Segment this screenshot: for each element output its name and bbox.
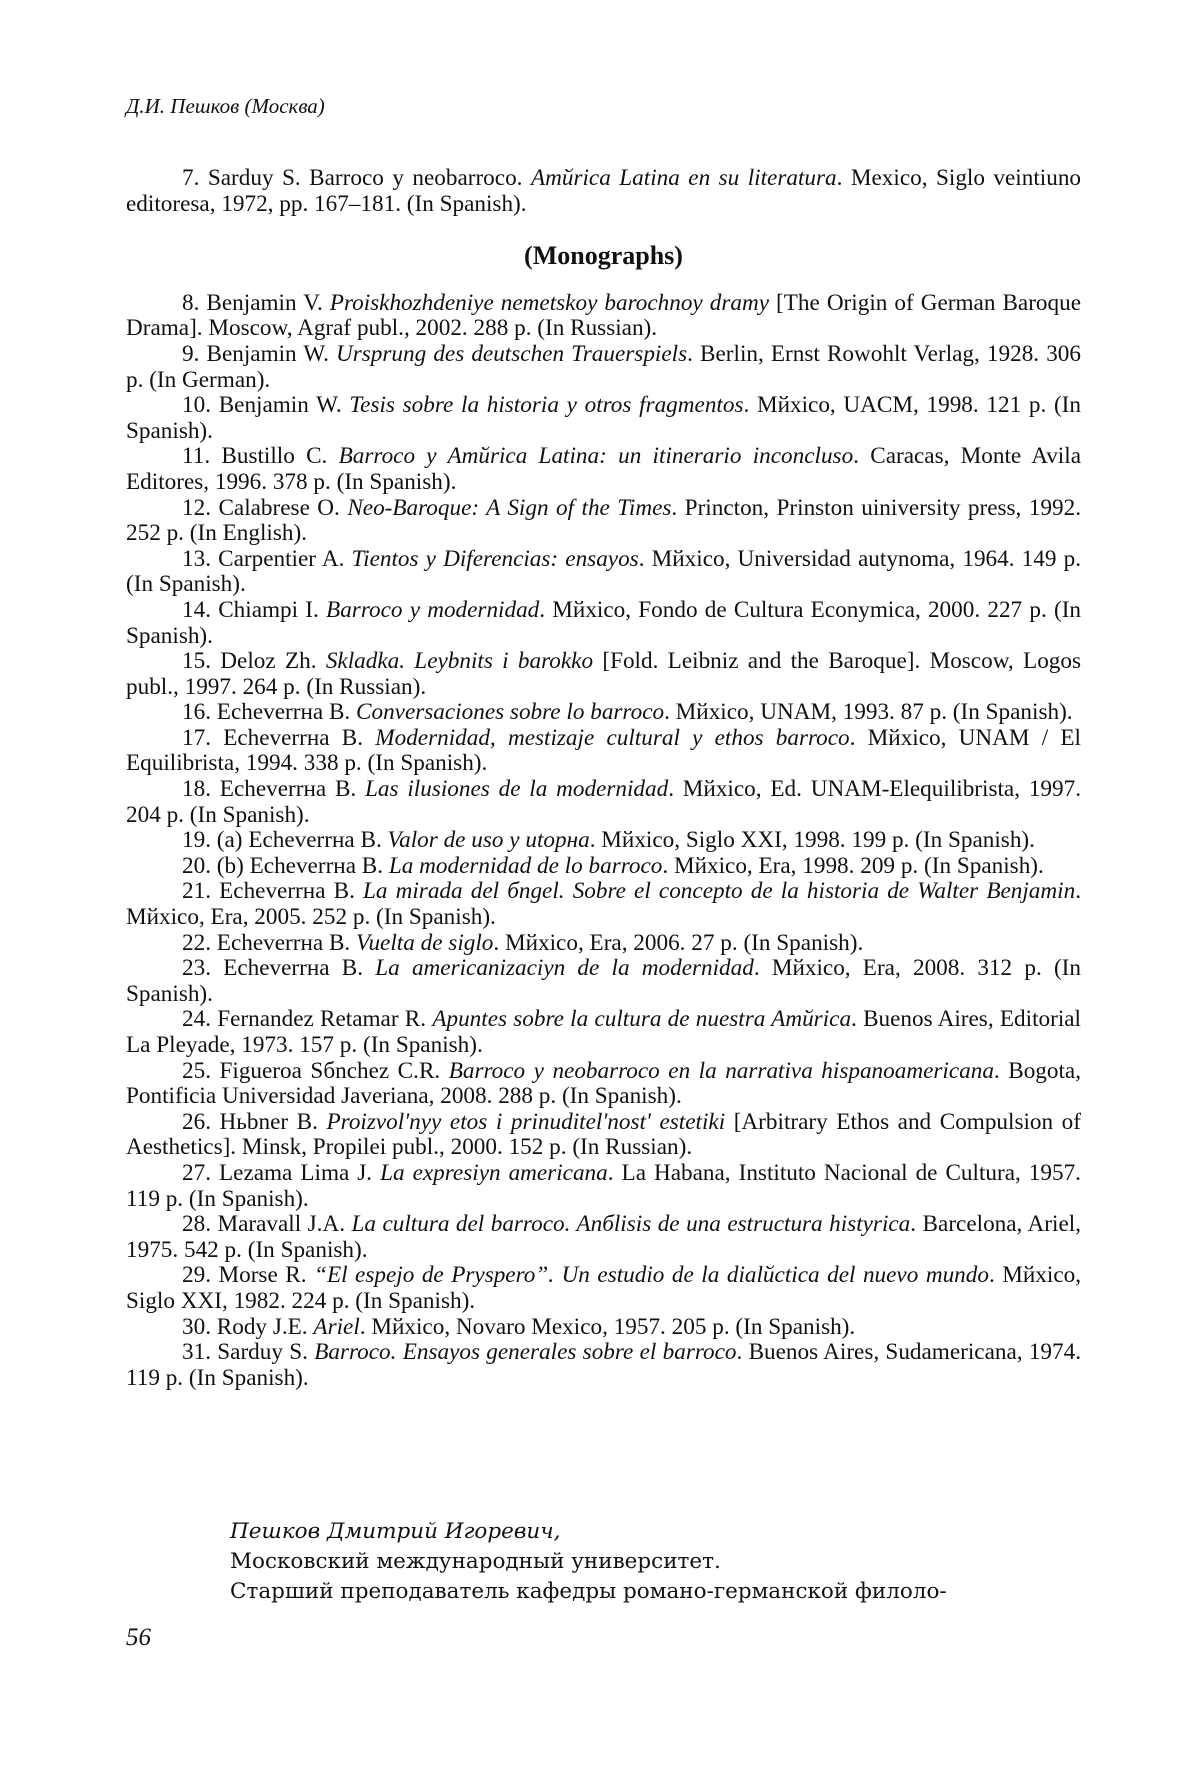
reference-pre: 24. Fernandez Retamar R. <box>182 1006 433 1033</box>
reference-title: “El espejo de Pryspero”. Un estudio de la dialйctica del nuevo mundo <box>314 1262 989 1289</box>
reference-title: Barroco. Ensayos generales sobre el barroco <box>314 1339 737 1366</box>
reference-pre: 8. Benjamin V. <box>182 289 330 316</box>
section-heading: (Monographs) <box>524 241 683 271</box>
reference-post: . Mйxico, UACM, 1998. 121 p. (In Spanish). <box>126 392 1082 444</box>
reference-post: . Mexico, Siglo veintiuno editoresa, 1972, pp. 167–181. (In Spanish). <box>126 165 1082 217</box>
reference-item <box>126 342 1081 393</box>
reference-title: La americanizaciyn de la modernidad <box>375 955 754 982</box>
reference-pre: 28. Maravall J.A. <box>182 1211 352 1238</box>
reference-post: . Mйxico, Siglo XXI, 1982. 224 p. (In Spanish). <box>126 1262 1082 1314</box>
reference-pre: 14. Chiampi I. <box>182 596 327 623</box>
reference-pre: 19. (a) Echeverrнa B. <box>182 827 388 854</box>
reference-item <box>126 828 1081 854</box>
reference-post: . Mйxico, Siglo XXI, 1998. 199 p. (In Spanish). <box>589 827 1035 854</box>
reference-title: Barroco y Amйrica Latina: un itinerario inconcluso <box>338 443 854 470</box>
reference-item <box>126 777 1081 828</box>
reference-post: . Mйxico, Era, 2005. 252 p. (In Spanish). <box>126 878 1081 931</box>
reference-title: Barroco y neobarroco en la narrativa hispanoamericana <box>448 1057 994 1084</box>
reference-item <box>126 931 1081 957</box>
reference-title: Ursprung des deutschen Trauerspiels <box>336 340 688 367</box>
reference-pre: 15. Deloz Zh. <box>182 648 326 675</box>
references-list <box>126 291 1081 1392</box>
reference-post: . Buenos Aires, Editorial La Pleyade, 1973. 157 p. (In Spanish). <box>126 1006 1082 1058</box>
reference-title: Vuelta de siglo <box>356 929 494 956</box>
reference-item <box>126 598 1081 649</box>
reference-pre: 27. Lezama Lima J. <box>182 1159 381 1186</box>
reference-item <box>126 1161 1081 1212</box>
author-affiliation: Московский международный университет. <box>230 1549 721 1574</box>
reference-post: . Mйxico, Era, 2008. 312 p. (In Spanish). <box>126 955 1081 1007</box>
reference-title: Modernidad, mestizaje cultural y ethos barroco <box>375 724 850 751</box>
reference-title: Conversaciones sobre lo barroco <box>356 699 665 726</box>
reference-title: Skladka. Leybnits i barokko <box>325 648 594 675</box>
reference-item <box>126 1110 1081 1161</box>
page-number: 56 <box>126 1624 151 1651</box>
reference-post: . La Habana, Instituto Nacional de Cultura, 1957. 119 p. (In Spanish). <box>126 1159 1081 1212</box>
reference-title: Apuntes sobre la cultura de nuestra Amйrica <box>432 1006 852 1033</box>
reference-title: Amйrica Latina en su literatura <box>530 165 837 191</box>
reference-pre: 12. Calabrese O. <box>182 494 348 521</box>
reference-pre: 13. Carpentier A. <box>182 545 352 572</box>
reference-item <box>126 1340 1081 1391</box>
reference-item <box>126 444 1081 495</box>
reference-pre: 11. Bustillo C. <box>182 443 339 470</box>
reference-pre: 16. Echeverrнa B. <box>182 699 357 726</box>
reference-item <box>126 649 1081 700</box>
reference-pre: 7. Sarduy S. Barroco y neobarroco. <box>182 165 531 191</box>
reference-pre: 25. Figueroa Sбnchez C.R. <box>182 1057 449 1084</box>
reference-item <box>126 1007 1081 1058</box>
reference-post: [Arbitrary Ethos and Compulsion of Aesthetics]. Minsk, Propilei publ., 2000. 152 p. (In Russian). <box>126 1108 1081 1161</box>
running-head: Д.И. Пешков (Москва) <box>126 94 325 118</box>
reference-item <box>126 291 1081 342</box>
reference-pre: 31. Sarduy S. <box>182 1339 315 1366</box>
reference-pre: 10. Benjamin W. <box>182 392 350 419</box>
reference-title: Las ilusiones de la modernidad <box>365 776 669 803</box>
reference-pre: 17. Echeverrнa B. <box>182 724 376 751</box>
reference-item <box>126 1059 1081 1110</box>
reference-post: [The Origin of German Baroque Drama]. Moscow, Agraf publ., 2002. 288 p. (In Russian). <box>126 289 1081 342</box>
reference-post: . Bogota, Pontificia Universidad Javeriana, 2008. 288 p. (In Spanish). <box>126 1057 1082 1110</box>
reference-post: . Caracas, Monte Avila Editores, 1996. 378 p. (In Spanish). <box>126 443 1081 495</box>
reference-post: . Berlin, Ernst Rowohlt Verlag, 1928. 306 p. (In German). <box>126 340 1081 393</box>
reference-title: Neo-Baroque: A Sign of the Times <box>347 494 672 521</box>
reference-pre: 22. Echeverrнa B. <box>182 929 357 956</box>
reference-item <box>126 700 1081 726</box>
reference-item <box>126 1315 1081 1341</box>
reference-item <box>126 547 1081 598</box>
reference-title: La cultura del barroco. Anбlisis de una estructura histyrica <box>351 1211 911 1238</box>
reference-item <box>126 1212 1081 1263</box>
reference-title: La mirada del бngel. Sobre el concepto de la historia de Walter Benjamin <box>363 878 1076 905</box>
references-section <box>126 166 1081 1391</box>
reference-post: . Barcelona, Ariel, 1975. 542 p. (In Spanish). <box>126 1211 1081 1263</box>
reference-post: . Mйxico, Universidad autynoma, 1964. 149 p. (In Spanish). <box>126 545 1081 598</box>
author-block <box>230 1517 947 1607</box>
reference-post: . Mйxico, UNAM, 1993. 87 p. (In Spanish). <box>664 699 1073 726</box>
reference-post: . Mйxico, Era, 1998. 209 p. (In Spanish). <box>662 852 1044 879</box>
reference-post: . Mйxico, Ed. UNAM-Elequilibrista, 1997. 204 p. (In Spanish). <box>126 776 1081 828</box>
reference-pre: 23. Echeverrнa B. <box>182 955 376 982</box>
reference-title: Proizvol'nyy etos i prinuditel'nost' estetiki <box>326 1108 726 1135</box>
reference-pre: 20. (b) Echeverrнa B. <box>182 852 389 879</box>
author-name: Пешков Дмитрий Игоревич, <box>230 1519 561 1544</box>
reference-post: . Buenos Aires, Sudamericana, 1974. 119 p. (In Spanish). <box>126 1339 1082 1391</box>
reference-pre: 26. Hьbner B. <box>182 1108 327 1135</box>
reference-title: Proiskhozhdeniye nemetskoy barochnoy dramy <box>329 289 769 316</box>
reference-pre: 18. Echeverrнa B. <box>182 776 366 803</box>
reference-title: Ariel <box>313 1313 360 1340</box>
reference-post: . Mйxico, Era, 2006. 27 p. (In Spanish). <box>493 929 864 956</box>
reference-item <box>126 854 1081 880</box>
reference-item <box>126 1263 1081 1314</box>
reference-item <box>126 879 1081 930</box>
reference-post: . Mйxico, Fondo de Cultura Econymica, 2000. 227 p. (In Spanish). <box>126 596 1082 649</box>
reference-item <box>126 393 1081 444</box>
reference-title: La expresiyn americana <box>380 1159 608 1186</box>
reference-title: Tesis sobre la historia y otros fragmentos <box>349 392 744 419</box>
reference-post: [Fold. Leibniz and the Baroque]. Moscow, Logos publ., 1997. 264 p. (In Russian). <box>126 648 1081 700</box>
reference-title: Valor de uso y utopнa <box>387 827 590 854</box>
reference-post: . Mйxico, Novaro Mexico, 1957. 205 p. (In Spanish). <box>359 1313 856 1340</box>
author-position: Старший преподаватель кафедры романо-германской филоло- <box>230 1579 947 1604</box>
reference-item <box>126 956 1081 1007</box>
references-list-top <box>126 166 1081 217</box>
reference-item <box>126 496 1081 547</box>
reference-title: Barroco y modernidad <box>326 596 540 623</box>
reference-pre: 21. Echeverrнa B. <box>182 878 363 905</box>
reference-pre: 9. Benjamin W. <box>182 340 337 367</box>
reference-item <box>126 726 1081 777</box>
reference-item <box>126 166 1081 217</box>
reference-title: Tientos y Diferencias: ensayos <box>351 545 639 572</box>
reference-post: . Mйxico, UNAM / El Equilibrista, 1994. 338 p. (In Spanish). <box>126 724 1081 777</box>
reference-post: . Princton, Prinston uiniversity press, 1992. 252 p. (In English). <box>126 494 1081 547</box>
reference-pre: 29. Morse R. <box>182 1262 315 1289</box>
reference-pre: 30. Rody J.E. <box>182 1313 314 1340</box>
reference-title: La modernidad de lo barroco <box>388 852 663 879</box>
